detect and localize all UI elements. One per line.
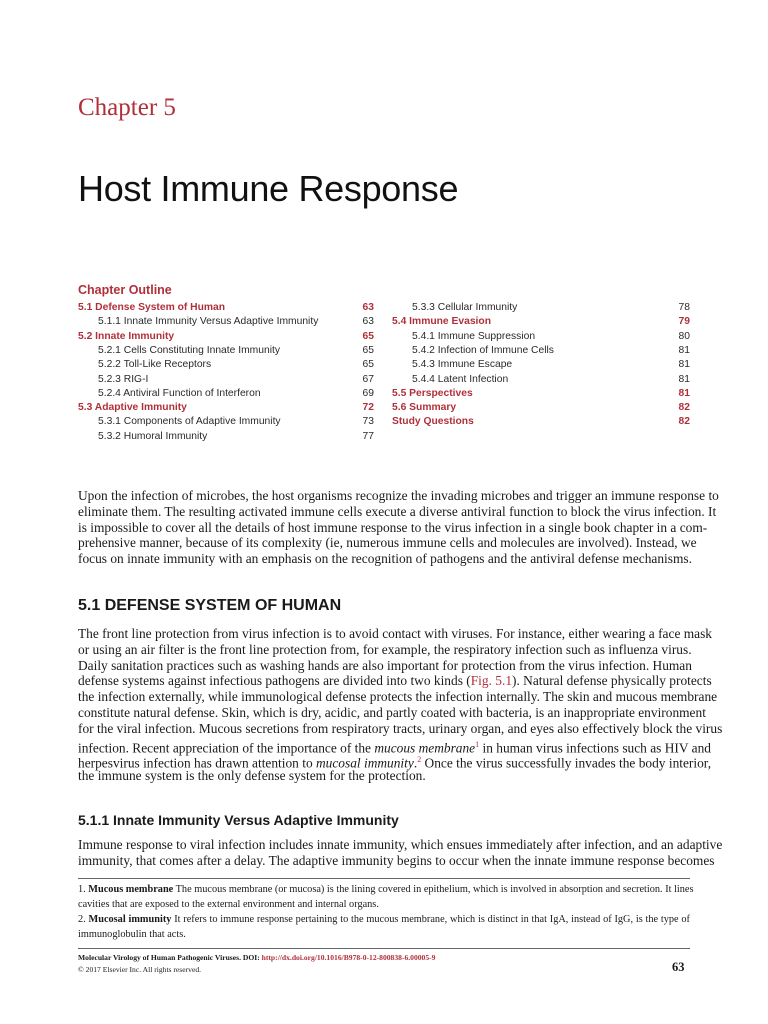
text-line: prehensive manner, because of its complexity (ie, numerous immune cells and molecules are involved). Instead, we [78, 535, 697, 551]
outline-entry-title: 5.4.4 Latent Infection [412, 373, 509, 385]
outline-entry[interactable] [78, 330, 374, 344]
text-line: is impossible to cover all the details of host immune response to the virus infection in a single book chapter in a com- [78, 519, 708, 535]
chapter-label: Chapter 5 [78, 94, 176, 121]
footnote-1 [78, 882, 694, 912]
outline-entry-page: 78 [678, 302, 690, 313]
footnote-divider [78, 878, 690, 879]
outline-entry-title: 5.3.3 Cellular Immunity [412, 302, 518, 313]
footnote-text: The mucous membrane (or mucosa) is the lining covered in epithelium, which is involved in absorption and secretion. It lines [173, 884, 694, 895]
text-span: defense systems against infectious pathogens are divided into two kinds ( [78, 673, 471, 689]
outline-entry-page: 65 [362, 359, 374, 371]
text-line: the immune system is the only defense system for the protection. [78, 768, 426, 784]
outline-entry-page: 65 [362, 330, 374, 342]
outline-entry-page: 73 [362, 416, 374, 428]
footnote-term: Mucous membrane [88, 884, 174, 895]
text-line: Upon the infection of microbes, the host organisms recognize the invading microbes and trigger an immune response to [78, 488, 719, 503]
outline-entry-page: 81 [678, 344, 690, 356]
outline-entry[interactable] [98, 430, 374, 444]
book-citation [78, 953, 435, 962]
section-5-1-1-paragraph [78, 837, 723, 869]
outline-entry[interactable] [392, 415, 690, 429]
text-line: the infection externally, while immunological defense protects the infection internally. The skin and mucous membrane [78, 689, 718, 705]
text-line: The front line protection from virus infection is to avoid contact with viruses. For instance, either wearing a face mask [78, 626, 713, 641]
text-span: ). Natural defense physically protects [512, 673, 712, 689]
outline-entry[interactable] [412, 373, 690, 387]
outline-entry-title: 5.4.1 Immune Suppression [412, 330, 536, 342]
outline-entry[interactable] [412, 330, 690, 344]
outline-entry-title: 5.6 Summary [392, 402, 457, 414]
outline-entry[interactable] [98, 315, 374, 329]
outline-entry-title: Study Questions [392, 416, 474, 428]
outline-entry-page: 81 [678, 373, 690, 385]
text-line [78, 673, 712, 689]
text-line: immunity, that comes after a delay. The adaptive immunity begins to occur when the innate immune response becomes [78, 852, 715, 868]
glossary-term: mucous membrane [374, 740, 476, 756]
outline-entry-title: 5.2.2 Toll-Like Receptors [98, 359, 212, 371]
text-line [78, 737, 711, 756]
outline-entry-title: 5.4 Immune Evasion [392, 316, 492, 328]
outline-entry-page: 63 [362, 316, 374, 328]
outline-entry-page: 81 [678, 387, 690, 399]
outline-entry[interactable] [98, 415, 374, 429]
outline-entry-page: 82 [678, 416, 690, 428]
text-line: herpesvirus infection has drawn attention to mucosal immunity.$^2$ Once the virus successfully invades the body interior, [78, 755, 712, 771]
outline-entry[interactable] [392, 387, 690, 401]
footnote-text: immunoglobulin that acts. [78, 929, 186, 940]
text-line: Daily sanitation practices such as washing hands are also important for protection from the virus infection. Human [78, 657, 692, 673]
outline-entry[interactable] [98, 387, 374, 401]
footnote-number: 1. [78, 884, 89, 895]
outline-entry-title: 5.3.1 Components of Adaptive Immunity [98, 416, 281, 428]
outline-entry-title: 5.5 Perspectives [392, 387, 473, 399]
outline-entry-page: 63 [362, 302, 374, 313]
intro-paragraph [78, 488, 719, 567]
outline-entry[interactable] [412, 358, 690, 372]
copyright-notice: © 2017 Elsevier Inc. All rights reserved. [78, 965, 202, 974]
outline-entry[interactable] [412, 301, 690, 315]
outline-entry-page: 81 [678, 359, 690, 371]
footnote-text: It refers to immune response pertaining to the mucous membrane, which is distinct in that IgA, instead of IgG, is the type of [171, 914, 690, 925]
text-line: or using an air filter is the front line protection from, for example, the respiratory infection such as influenza virus. [78, 641, 692, 657]
text-span: in human virus infections such as HIV and [479, 740, 711, 756]
outline-entry-page: 72 [362, 402, 374, 414]
outline-entry[interactable] [98, 358, 374, 372]
figure-link[interactable]: Fig. 5.1 [470, 673, 513, 689]
outline-entry-title: 5.3 Adaptive Immunity [78, 402, 187, 414]
footnote-text: cavities that are exposed to the external environment and internal organs. [78, 899, 379, 910]
outline-entry[interactable] [98, 373, 374, 387]
footnote-ref[interactable]: 1 [475, 739, 480, 749]
outline-entry-page: 77 [362, 430, 374, 442]
outline-entry[interactable] [392, 315, 690, 329]
section-heading-5-1-1: 5.1.1 Innate Immunity Versus Adaptive Immunity [78, 812, 399, 828]
outline-entry-title: 5.1 Defense System of Human [78, 302, 226, 313]
footnote-ref[interactable]: 2 [417, 755, 422, 765]
outline-entry[interactable] [78, 401, 374, 415]
outline-entry-page: 65 [362, 344, 374, 356]
outline-entry-page: 80 [678, 330, 690, 342]
section-5-1-paragraph [78, 626, 723, 784]
page-number: 63 [672, 960, 685, 974]
outline-entry[interactable] [78, 301, 374, 315]
text-span: herpesvirus infection has drawn attention to [78, 755, 316, 771]
outline-entry-title: 5.2 Innate Immunity [78, 330, 175, 342]
text-line: eliminate them. The resulting activated immune cells execute a diverse antiviral function to block the virus infection. It [78, 503, 717, 519]
footnote-2 [78, 912, 690, 942]
outline-entry[interactable] [392, 401, 690, 415]
text-line: focus on innate immunity with an emphasis on the recognition of pathogens and the antiviral defense mechanisms. [78, 551, 692, 567]
text-line: constitute natural defense. Skin, which is dry, acidic, and partly coated with bacteria, is an inappropriate environment [78, 704, 706, 720]
footnote-number: 2. [78, 914, 89, 925]
section-heading-5-1: 5.1 DEFENSE SYSTEM OF HUMAN [78, 597, 342, 614]
outline-heading: Chapter Outline [78, 283, 172, 297]
chapter-title: Host Immune Response [78, 168, 459, 209]
outline-entry-title: 5.4.2 Infection of Immune Cells [412, 344, 554, 356]
book-title: Molecular Virology of Human Pathogenic Viruses. DOI: [78, 953, 262, 962]
outline-entry-title: 5.3.2 Humoral Immunity [98, 430, 208, 442]
outline-entry-title: 5.1.1 Innate Immunity Versus Adaptive Immunity [98, 316, 319, 328]
outline-entry-page: 79 [678, 316, 690, 328]
outline-entry-page: 67 [362, 373, 374, 385]
outline-entry-title: 5.2.3 RIG-I [98, 373, 149, 385]
page-footer-divider [78, 948, 690, 949]
glossary-term: mucosal immunity [316, 755, 414, 771]
footnote-term: Mucosal immunity [88, 914, 172, 925]
text-line: for the viral infection. Mucous secretions from respiratory tracts, urinary organ, and eyes also effectively block the virus [78, 720, 723, 736]
outline-entry[interactable] [412, 344, 690, 358]
outline-entry-title: 5.2.1 Cells Constituting Innate Immunity [98, 344, 281, 356]
text-span: infection. Recent appreciation of the importance of the [78, 740, 375, 756]
text-span: Once the virus successfully invades the body interior, [421, 755, 712, 771]
outline-entry-page: 69 [362, 387, 374, 399]
outline-entry-title: 5.2.4 Antiviral Function of Interferon [98, 387, 261, 399]
outline-entry[interactable] [98, 344, 374, 358]
outline-entry-page: 82 [678, 402, 690, 414]
outline-entry-title: 5.4.3 Immune Escape [412, 359, 513, 371]
text-line: Immune response to viral infection includes innate immunity, which ensues immediately after infection, and an adaptive [78, 837, 723, 852]
doi-link[interactable]: http://dx.doi.org/10.1016/B978-0-12-800838-6.00005-9 [261, 953, 436, 962]
